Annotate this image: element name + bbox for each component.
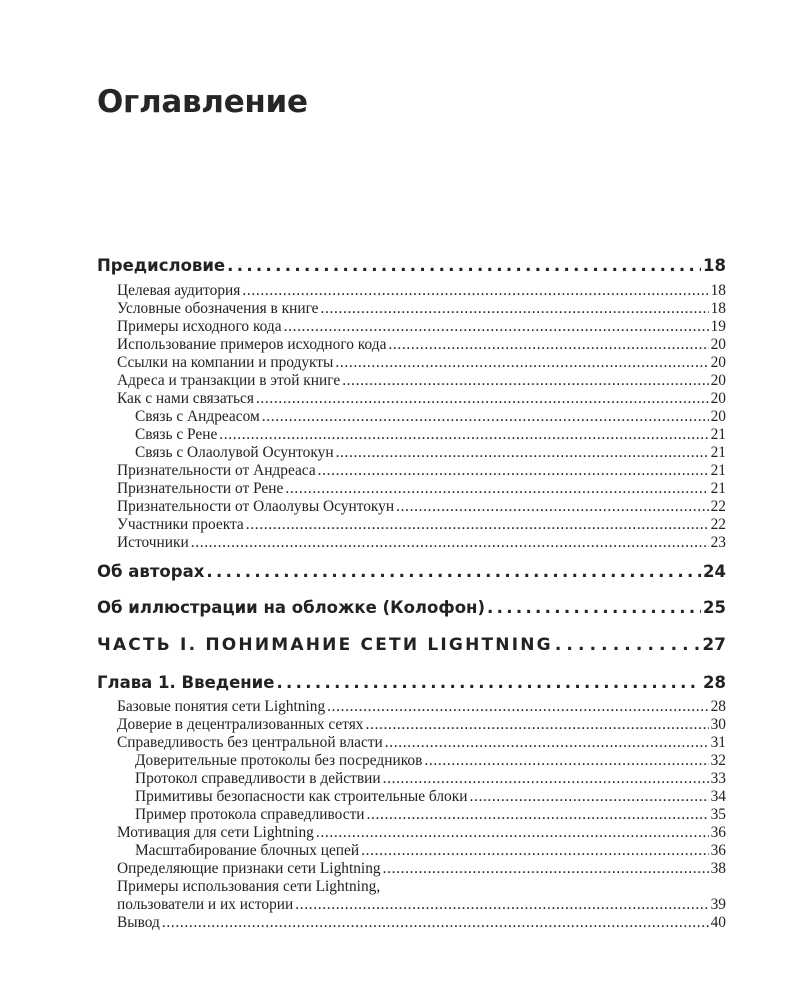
toc-entry[interactable] — [135, 752, 726, 770]
toc-entry[interactable] — [117, 498, 726, 516]
toc-entry-title: пользователи и их истории — [117, 896, 294, 913]
toc-entry[interactable] — [135, 408, 726, 426]
toc-entry-title: Протокол справедливости в действии — [135, 770, 381, 787]
dot-leader — [276, 673, 701, 692]
toc-entry-title: Как с нами связаться — [117, 390, 254, 407]
toc-entry-title: Признательности от Андреаса — [117, 462, 316, 479]
dot-leader — [242, 282, 708, 300]
toc-entry-title: Признательности от Олаолувы Осунтокун — [117, 498, 395, 515]
dot-leader — [487, 598, 701, 617]
toc-entry-page-number: 40 — [710, 914, 726, 931]
toc-entry-page-number: 28 — [703, 673, 726, 692]
toc-entry-page-number: 24 — [703, 562, 726, 581]
dot-leader — [262, 408, 709, 426]
toc-entry-title: Ссылки на компании и продукты — [117, 354, 334, 371]
dot-leader — [385, 734, 709, 752]
dot-leader — [295, 896, 708, 914]
toc-entry-title: Предисловие — [97, 256, 226, 275]
dot-leader — [219, 426, 708, 444]
toc-entry[interactable] — [135, 842, 726, 860]
toc-entry-title: Об авторах — [97, 562, 205, 581]
dot-leader — [285, 480, 708, 498]
toc-entry[interactable] — [117, 914, 726, 932]
dot-leader — [162, 914, 709, 932]
toc-entry[interactable] — [117, 318, 726, 336]
toc-entry[interactable] — [117, 462, 726, 480]
toc-entry[interactable] — [117, 716, 726, 734]
toc-entry-title: Источники — [117, 534, 189, 551]
dot-leader — [256, 390, 709, 408]
toc-entry-page-number: 34 — [710, 788, 726, 805]
dot-leader — [284, 318, 709, 336]
toc-entry-page-number: 39 — [710, 896, 726, 913]
toc-entry-title: Использование примеров исходного кода — [117, 336, 387, 353]
toc-entry-page-number: 21 — [710, 444, 726, 461]
dot-leader — [327, 698, 708, 716]
toc-entry-page-number: 21 — [710, 426, 726, 443]
dot-leader — [246, 516, 709, 534]
toc-entry-title: Об иллюстрации на обложке (Колофон) — [97, 598, 485, 617]
toc-entry-page-number: 22 — [710, 498, 726, 515]
toc-entry-page-number: 36 — [710, 842, 726, 859]
toc-entry-title: Вывод — [117, 914, 160, 931]
dot-leader — [388, 336, 708, 354]
toc-entry-page-number: 22 — [710, 516, 726, 533]
toc-entry[interactable] — [135, 444, 726, 462]
toc-entry[interactable] — [117, 516, 726, 534]
dot-leader — [383, 860, 709, 878]
dot-leader — [335, 354, 708, 372]
toc-entry-page-number: 20 — [710, 390, 726, 407]
dot-leader — [424, 752, 708, 770]
toc-entry[interactable] — [97, 562, 726, 581]
toc-entry-page-number: 30 — [710, 716, 726, 733]
toc-entry[interactable] — [135, 806, 726, 824]
toc-entry-title: Доверие в децентрализованных сетях — [117, 716, 364, 733]
toc-entry-title: Связь с Рене — [135, 426, 218, 443]
toc-entry-page-number: 31 — [710, 734, 726, 751]
toc-entry-page-number: 18 — [710, 300, 726, 317]
toc-entry-page-number: 21 — [710, 462, 726, 479]
dot-leader — [321, 300, 709, 318]
toc-entry-page-number: 19 — [710, 318, 726, 335]
toc-entry-title: Пример протокола справедливости — [135, 806, 365, 823]
dot-leader — [361, 842, 709, 860]
dot-leader — [555, 635, 700, 655]
toc-entry[interactable] — [117, 336, 726, 354]
toc-entry[interactable] — [117, 372, 726, 390]
toc-entry[interactable] — [97, 598, 726, 617]
toc-entry[interactable] — [117, 300, 726, 318]
toc-entry[interactable] — [117, 734, 726, 752]
toc-entry[interactable] — [117, 534, 726, 552]
toc-entry-page-number: 20 — [710, 354, 726, 371]
toc-entry[interactable] — [97, 256, 726, 275]
toc-entry[interactable] — [117, 698, 726, 716]
toc-entry-page-number: 20 — [710, 408, 726, 425]
toc-entry-title: Признательности от Рене — [117, 480, 284, 497]
toc-entry-page-number: 35 — [710, 806, 726, 823]
toc-entry[interactable] — [117, 896, 726, 914]
toc-entry-title: Глава 1. Введение — [97, 673, 275, 692]
toc-entry-page-number: 32 — [710, 752, 726, 769]
toc-entry[interactable] — [117, 282, 726, 300]
toc-entry-page-number: 18 — [703, 256, 726, 275]
dot-leader — [191, 534, 709, 552]
dot-leader — [316, 824, 709, 842]
page-title: Оглавление — [97, 84, 308, 120]
toc-entry[interactable] — [117, 860, 726, 878]
toc-entry-title: Целевая аудитория — [117, 282, 241, 299]
toc-entry-page-number: 21 — [710, 480, 726, 497]
toc-entry[interactable] — [117, 878, 726, 896]
dot-leader — [227, 256, 701, 275]
toc-entry-title: Адреса и транзакции в этой книге — [117, 372, 341, 389]
toc-entry-page-number: 23 — [710, 534, 726, 551]
toc-entry-title: Масштабирование блочных цепей — [135, 842, 360, 859]
toc-entry-title: Примеры исходного кода — [117, 318, 282, 335]
toc-entry[interactable] — [97, 635, 726, 655]
toc-entry[interactable] — [135, 788, 726, 806]
toc-entry[interactable] — [135, 770, 726, 788]
toc-entry-title: Доверительные протоколы без посредников — [135, 752, 423, 769]
toc-entry-title: Участники проекта — [117, 516, 244, 533]
toc-entry[interactable] — [117, 354, 726, 372]
toc-entry[interactable] — [117, 480, 726, 498]
dot-leader — [396, 498, 709, 516]
toc-entry-page-number: 20 — [710, 336, 726, 353]
dot-leader — [365, 716, 708, 734]
dot-leader — [336, 444, 709, 462]
toc-entry-page-number: 28 — [710, 698, 726, 715]
dot-leader — [206, 562, 701, 581]
toc-entry-title: Условные обозначения в книге — [117, 300, 319, 317]
toc-entry-title: Определяющие признаки сети Lightning — [117, 860, 381, 877]
toc-entry[interactable] — [117, 824, 726, 842]
toc-entry[interactable] — [135, 426, 726, 444]
toc-entry-title: Мотивация для сети Lightning — [117, 824, 314, 841]
toc-entry-title: ЧАСТЬ I. ПОНИМАНИЕ СЕТИ LIGHTNING — [97, 635, 553, 655]
toc-entry-page-number: 18 — [710, 282, 726, 299]
toc-entry-page-number: 27 — [702, 635, 726, 655]
dot-leader — [318, 462, 709, 480]
dot-leader — [383, 770, 709, 788]
toc-entry-page-number: 20 — [710, 372, 726, 389]
toc-entry-page-number: 33 — [710, 770, 726, 787]
toc-entry-page-number: 25 — [703, 598, 726, 617]
dot-leader — [469, 788, 708, 806]
toc-entry-page-number: 36 — [710, 824, 726, 841]
toc-entry-title: Базовые понятия сети Lightning — [117, 698, 326, 715]
toc-entry-title: Примеры использования сети Lightning, — [117, 878, 381, 895]
toc-entry-page-number: 38 — [710, 860, 726, 877]
toc-entry-title: Связь с Андреасом — [135, 408, 260, 425]
toc-entry[interactable] — [97, 673, 726, 692]
toc-entry[interactable] — [117, 390, 726, 408]
dot-leader — [367, 806, 709, 824]
dot-leader — [342, 372, 708, 390]
toc-entry-title: Примитивы безопасности как строительные блоки — [135, 788, 468, 805]
toc-entry-title: Справедливость без центральной власти — [117, 734, 383, 751]
toc-entry-title: Связь с Олаолувой Осунтокун — [135, 444, 334, 461]
